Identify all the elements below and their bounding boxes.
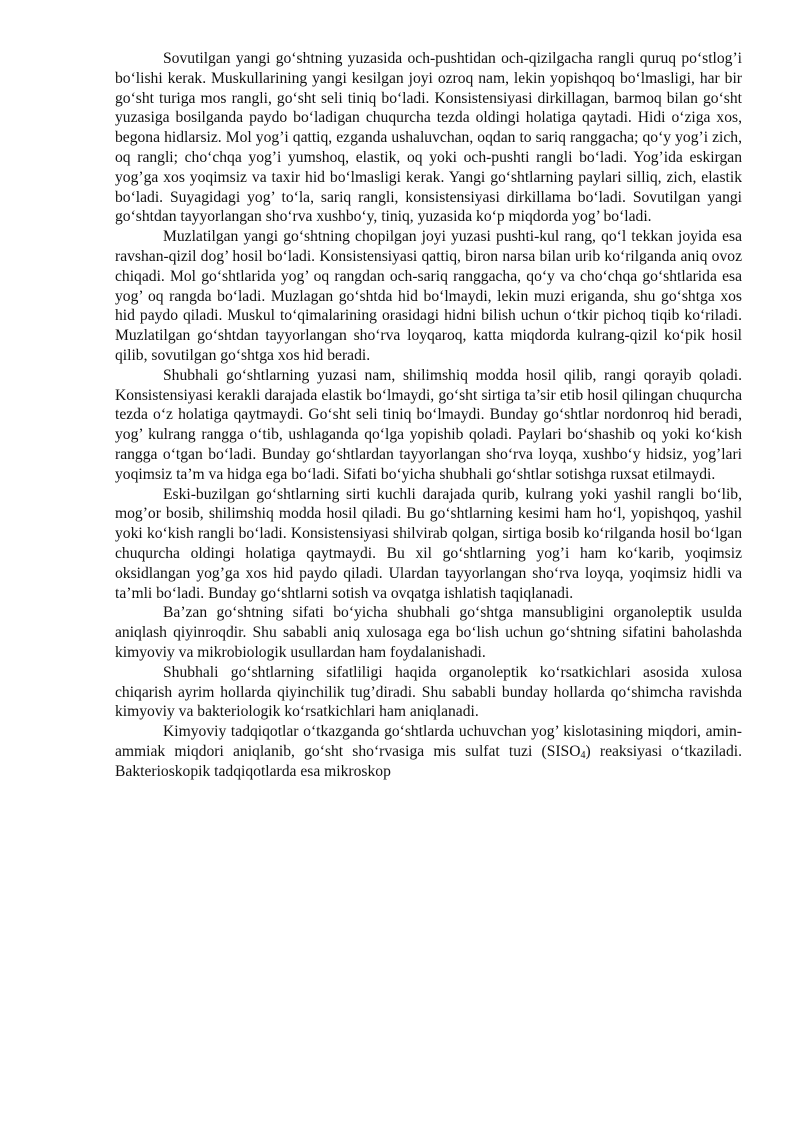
paragraph-chemical-tests-end: ) reaksiyasi o‘tkaziladi. Bakterioskopik tadqiqotlarda esa mikroskop xyxy=(115,742,743,780)
paragraph-additional-tests: Shubhali go‘shtlarning sifatliligi haqida organoleptik ko‘rsatkichlari asosida xulosa chiqarish ayrim hollarda qiyinchilik tug’diradi. Shu sababli bunday hollarda qo‘shimcha ravishda kimyoviy va bakteriologik ko‘rsatkichlari ham aniqlanadi. xyxy=(115,663,742,721)
paragraph-suspicious-meat: Shubhali go‘shtlarning yuzasi nam, shilimshiq modda hosil qilib, rangi qorayib qoladi. Konsistensiyasi kerakli darajada elastik bo‘lmaydi, go‘sht sirtiga ta’sir etib hosil qilingan chuqurcha tezda o‘z holatiga qaytmaydi. Go‘sht seli tiniq bo‘lmaydi. Bunday go‘shtlar nordonroq hid beradi, yog’ kulrang rangga o‘tib, ushlaganda qo‘lga yopishib qoladi. Paylari bo‘shashib oq yoki ko‘kish rangga o‘tgan bo‘ladi. Bunday go‘shtlardan tayyorlangan sho‘rva loyqa, xushbo‘y hidsiz, yog’lari yoqimsiz ta’m va hidga ega bo‘ladi. Sifati bo‘yicha shubhali go‘shtlar sotishga ruxsat etilmaydi. xyxy=(115,366,742,483)
paragraph-chilled-meat: Sovutilgan yangi go‘shtning yuzasida och-pushtidan och-qizilgacha rangli quruq po‘stlog’i bo‘lishi kerak. Muskullarining yangi kesilgan joyi ozroq nam, lekin yopishqoq bo‘lmasligi, har bir go‘sht turiga mos rangli, go‘sht seli tiniq bo‘ladi. Konsistensiyasi dirkillagan, barmoq bilan go‘sht yuzasiga bosilganda paydo bo‘ladigan chuqurcha tezda oldingi holatiga qaytadi. Hidi o‘ziga xos, begona hidlarsiz. Mol yog’i qattiq, ezganda ushaluvchan, oqdan to sariq ranggacha; qo‘y yog’i zich, oq rangli; cho‘chqa yog’i yumshoq, elastik, oq yoki och-pushti rangli bo‘ladi. Yog’ida eskirgan yog’ga xos yoqimsiz va taxir hid bo‘lmasligi kerak. Yangi go‘shtlarning paylari silliq, zich, elastik bo‘ladi. Suyagidagi yog’ to‘la, sariq rangli, konsistensiyasi dirkillama bo‘ladi. Sovutilgan yangi go‘shtdan tayyorlangan sho‘rva xushbo‘y, tiniq, yuzasida ko‘p miqdorda yog’ bo‘ladi. xyxy=(115,50,742,226)
document-page xyxy=(115,49,742,781)
formula-subscript: 4 xyxy=(580,749,586,761)
paragraph-spoiled-meat: Eski-buzilgan go‘shtlarning sirti kuchli darajada qurib, kulrang yoki yashil rangli bo‘lib, mog’or bosib, shilimshiq modda hosil qiladi. Bu go‘shtlarning kesimi ham ho‘l, yopishqoq, yashil yoki ko‘kish rangli bo‘ladi. Konsistensiyasi shilvirab qolgan, sirtiga bosib ko‘rilganda hosil bo‘lgan chuqurcha oldingi holatiga qaytmaydi. Bu xil go‘shtlarning yog’i ham ko‘karib, yoqimsiz oksidlangan yog’ga xos hid paydo qiladi. Ulardan tayyorlangan sho‘rva loyqa, yoqimsiz hidli va ta’mli bo‘ladi. Bunday go‘shtlarni sotish va ovqatga ishlatish taqiqlanadi. xyxy=(115,485,742,602)
paragraph-frozen-meat: Muzlatilgan yangi go‘shtning chopilgan joyi yuzasi pushti-kul rang, qo‘l tekkan joyida esa ravshan-qizil dog’ hosil bo‘ladi. Konsistensiyasi qattiq, biron narsa bilan urib ko‘rilganda aniq ovoz chiqadi. Mol go‘shtlarida yog’ oq rangdan och-sariq ranggacha, qo‘y va cho‘chqa go‘shtlarida esa yog’ oq rangda bo‘ladi. Muzlagan go‘shtda hid bo‘lmaydi, lekin muzi eriganda, shu go‘shtga xos hid paydo qiladi. Muskul to‘qimalarining orasidagi hidni bilish uchun o‘tkir pichoq tiqib ko‘riladi. Muzlatilgan go‘shtdan tayyorlangan sho‘rva loyqaroq, katta miqdorda kulrang-qizil ko‘pik hosil qilib, sovutilgan go‘shtga xos hid beradi. xyxy=(115,228,742,364)
paragraph-chemical-tests-start: Kimyoviy tadqiqotlar o‘tkazganda go‘shtlarda uchuvchan yog’ kislotasining miqdori, amin-ammiak miqdori aniqlanib, go‘sht sho‘rvasiga mis sulfat tuzi (SISO xyxy=(115,723,742,760)
paragraph-organoleptic-difficulty: Ba’zan go‘shtning sifati bo‘yicha shubhali go‘shtga mansubligini organoleptik usulda aniqlash qiyinroqdir. Shu sababli aniq xulosaga ega bo‘lish uchun go‘shtning sifatini baholashda kimyoviy va mikrobiologik usullardan ham foydalanishadi. xyxy=(115,604,742,661)
paragraph-chemical-tests xyxy=(115,722,742,781)
